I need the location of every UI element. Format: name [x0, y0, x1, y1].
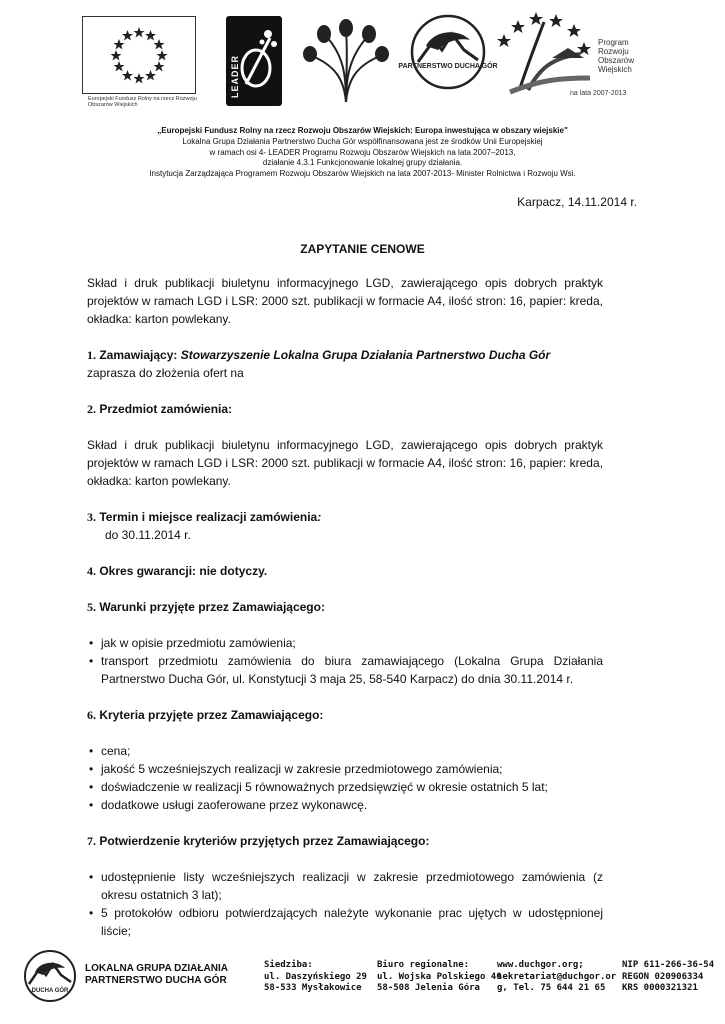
document-date: Karpacz, 14.11.2014 r. — [517, 195, 637, 209]
footer-line: Biuro regionalne: — [377, 960, 470, 970]
footer-line: ul. Daszyńskiego 29 — [264, 971, 367, 982]
list-item: • dodatkowe usługi zaoferowane przez wykonawcę. — [87, 796, 603, 814]
section-3-text: do 30.11.2014 r. — [105, 528, 191, 542]
funding-header-line: „Europejski Fundusz Rolny na rzecz Rozwoju Obszarów Wiejskich: Europa inwestująca w obszary wiejskie" — [157, 126, 568, 135]
footer-line: KRS 0000321321 — [622, 983, 698, 993]
footer-ids — [622, 960, 714, 995]
prow-years: na lata 2007-2013 — [570, 90, 627, 97]
section-label: Termin i miejsce realizacji zamówienia — [99, 510, 318, 524]
document-title: ZAPYTANIE CENOWE — [300, 242, 425, 256]
leader-text: LEADER — [230, 54, 240, 98]
prow-line: Rozwoju — [598, 47, 629, 56]
section-number: 5. — [87, 600, 96, 614]
eu-stars-icon — [83, 17, 195, 93]
list-item: • udostępnienie listy wcześniejszych realizacji w zakresie przedmiotowego zamówienia (z okresu ostatnich 3 lat); — [87, 868, 603, 904]
eu-caption: Europejski Fundusz Rolny na rzecz Rozwoju Obszarów Wiejskich — [88, 96, 197, 108]
ducha-gor-logo — [398, 10, 498, 96]
list-item: • doświadczenie w realizacji 5 równoważnych przedsięwzięć w okresie ostatnich 5 lat; — [87, 778, 603, 796]
funding-header-line: w ramach osi 4- LEADER Programu Rozwoju Obszarów Wiejskich na lata 2007–2013, — [209, 147, 516, 157]
footer-logo-text: DUCHA GÓR — [31, 988, 69, 994]
section-label: Okres gwarancji: nie dotyczy. — [99, 564, 268, 578]
intro-paragraph: Skład i druk publikacji biuletynu informacyjnego LGD, zawierającego opis dobrych praktyk projektów w ramach LGD i LSR: 2000 szt. publikacji w formacie A4, ilość stron: 16, papier: kreda, okładka: karton powlekany. — [87, 276, 603, 326]
section-colon: : — [317, 510, 322, 524]
footer-line: 58-508 Jelenia Góra — [377, 983, 480, 993]
footer-line: 58-533 Mysłakowice — [264, 983, 362, 993]
page-footer — [0, 948, 725, 1008]
section-number: 4. — [87, 564, 96, 578]
footer-line: g, Tel. 75 644 21 65 — [497, 983, 606, 993]
section-number: 6. — [87, 708, 96, 722]
section-1-heading — [87, 346, 603, 364]
orderer-name: Stowarzyszenie Lokalna Grupa Działania Partnerstwo Ducha Gór — [180, 348, 551, 362]
section-number: 2. — [87, 402, 96, 416]
section-label: Potwierdzenie kryteriów przyjętych przez Zamawiającego: — [99, 834, 430, 848]
funding-header-line: Instytucja Zarządzająca Programem Rozwoju Obszarów Wiejskich na lata 2007-2013- Minister Rolnictwa i Rozwoju Wsi. — [149, 169, 576, 179]
footer-biuro — [377, 960, 502, 995]
section-number: 3. — [87, 510, 96, 524]
section-5-heading — [87, 598, 603, 616]
prow-name — [598, 38, 634, 74]
footer-website-link[interactable]: www.duchgor.org; — [497, 960, 584, 970]
eu-flag — [82, 16, 196, 94]
footer-line: Siedziba: — [264, 960, 313, 970]
list-item: • transport przedmiotu zamówienia do biura zamawiającego (Lokalna Grupa Działania Partnerstwo Ducha Gór, ul. Konstytucji 3 maja 25, 58-540 Karpacz) do dnia 30.11.2014 r. — [87, 652, 603, 688]
ducha-gor-emblem-icon — [22, 948, 78, 1004]
list-item: • jakość 5 wcześniejszych realizacji w zakresie przedmiotowego zamówienia; — [87, 760, 603, 778]
section-2-text: Skład i druk publikacji biuletynu informacyjnego LGD, zawierającego opis dobrych praktyk projektów w ramach LGD i LSR: 2000 szt. publikacji w formacie A4, ilość stron: 16, papier: kreda, okładka: karton powlekany. — [87, 438, 603, 488]
list-item: • cena; — [87, 742, 603, 760]
section-7-list — [87, 868, 603, 940]
prow-logo — [490, 8, 655, 104]
section-label: Warunki przyjęte przez Zamawiającego: — [99, 600, 325, 614]
footer-org-line: PARTNERSTWO DUCHA GÓR — [85, 975, 227, 986]
footer-line: REGON 020906334 — [622, 971, 704, 982]
footer-org-line: LOKALNA GRUPA DZIAŁANIA — [85, 963, 228, 974]
section-4-heading — [87, 562, 603, 580]
footer-email-link[interactable]: sekretariat@duchgor.or — [497, 971, 617, 982]
section-3-heading — [87, 508, 603, 526]
eu-logo — [82, 16, 198, 112]
section-6-list — [87, 742, 603, 814]
footer-logo — [22, 948, 78, 1004]
list-item: • 5 protokołów odbioru potwierdzających należyte wykonanie prac ujętych w udostępnionej liście; — [87, 904, 603, 940]
section-6-heading — [87, 706, 603, 724]
section-label: Zamawiający: — [99, 348, 178, 362]
section-number: 7. — [87, 834, 96, 848]
funding-header-line: działanie 4.3.1 Funkcjonowanie lokalnej grupy działania. — [262, 158, 463, 168]
plant-logo — [296, 16, 396, 106]
footer-siedziba — [264, 960, 367, 995]
section-5-list — [87, 634, 603, 688]
section-number: 1. — [87, 348, 96, 362]
section-label: Kryteria przyjęte przez Zamawiającego: — [99, 708, 324, 722]
logo-bar — [80, 16, 650, 116]
list-item: • jak w opisie przedmiotu zamówienia; — [87, 634, 603, 652]
section-label: Przedmiot zamówienia: — [99, 402, 233, 416]
section-7-heading — [87, 832, 603, 850]
footer-line: ul. Wojska Polskiego 40 — [377, 971, 502, 982]
ducha-gor-logo-text: PARTNERSTWO DUCHA GÓR — [398, 63, 498, 70]
prow-emblem-icon — [490, 8, 598, 98]
section-2-heading — [87, 400, 603, 418]
prow-line: Program — [598, 38, 629, 47]
funding-header-line: Lokalna Grupa Działania Partnerstwo Ducha Gór współfinansowana jest ze środków Unii Europejskiej — [182, 136, 543, 146]
funding-header — [0, 126, 725, 180]
footer-contact — [497, 960, 616, 995]
prow-line: Wiejskich — [598, 65, 632, 74]
plant-icon — [296, 16, 396, 106]
ducha-gor-emblem-icon — [398, 10, 498, 96]
footer-line: NIP 611-266-36-54 — [622, 960, 715, 970]
leader-logo — [226, 16, 282, 106]
section-1-text: zaprasza do złożenia ofert na — [87, 366, 244, 380]
footer-org-name — [85, 963, 228, 987]
prow-line: Obszarów — [598, 56, 635, 65]
document-body — [87, 274, 603, 940]
